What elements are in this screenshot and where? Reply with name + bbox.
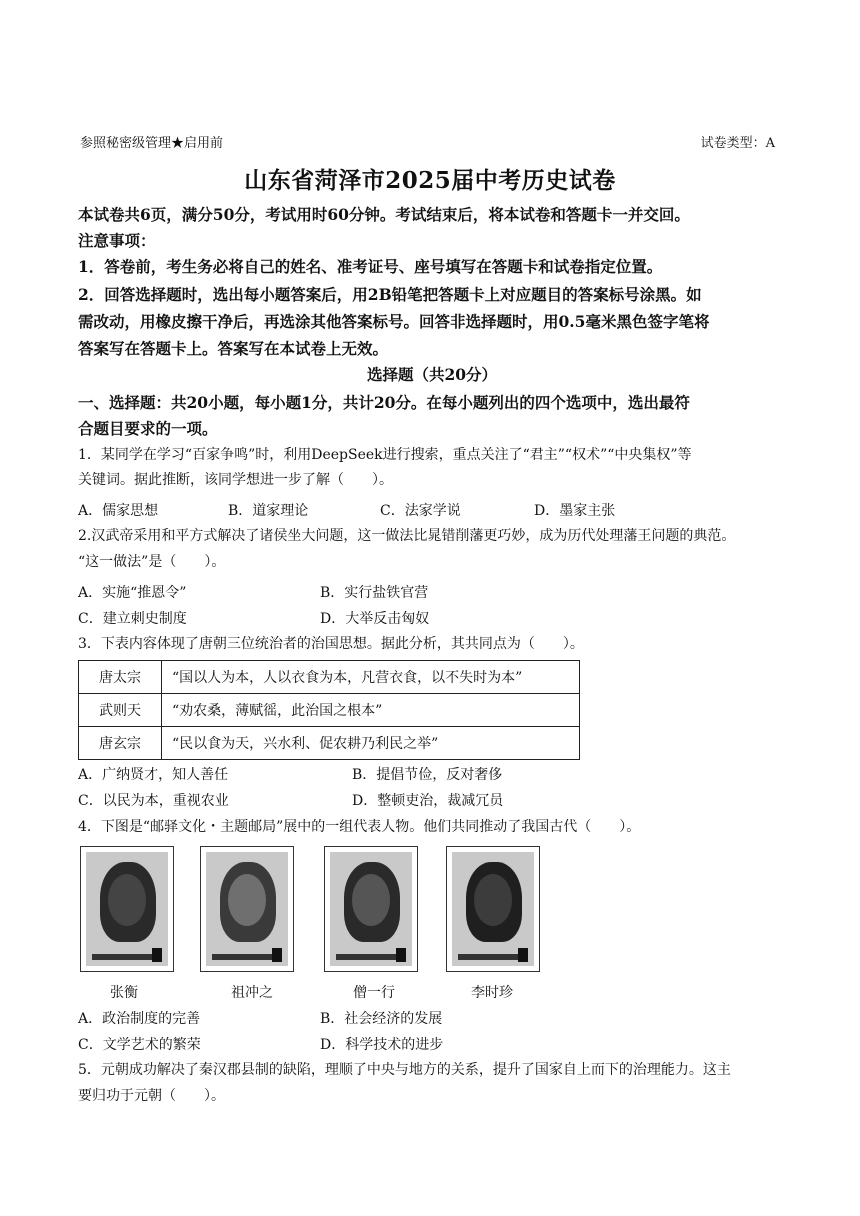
q4-options-row2 bbox=[78, 1034, 786, 1054]
q2-option-d[interactable]: D．大举反击匈奴 bbox=[320, 611, 430, 627]
q4-stem: 4．下图是“邮驿文化・主题邮局”展中的一组代表人物。他们共同推动了我国古代（ ）。 bbox=[78, 819, 641, 835]
q2-options-row1 bbox=[78, 582, 786, 602]
q3-options-row2 bbox=[78, 790, 786, 810]
q2-option-a[interactable]: A．实施“推恩令” bbox=[78, 585, 187, 601]
notice-2-line1: 2．回答选择题时，选出每小题答案后，用2B铅笔把答题卡上对应题目的答案标号涂黑。如 bbox=[78, 285, 702, 304]
stamp-image bbox=[80, 846, 174, 972]
section-title: 选择题（共20分） bbox=[366, 365, 498, 384]
stamp-image bbox=[324, 846, 418, 972]
stamp-caption: 祖冲之 bbox=[231, 985, 273, 1001]
table-row bbox=[79, 661, 580, 694]
q3-table bbox=[78, 660, 580, 760]
q1-stem-line2: 关键词。据此推断，该同学想进一步了解（ ）。 bbox=[78, 472, 393, 488]
q3-option-a[interactable]: A．广纳贤才，知人善任 bbox=[78, 767, 229, 783]
q4-options-row1 bbox=[78, 1008, 786, 1028]
stamp-image bbox=[446, 846, 540, 972]
stamp-caption: 李时珍 bbox=[471, 985, 513, 1001]
paper-type: 试卷类型：A bbox=[700, 136, 775, 151]
section-instruction-line1: 一、选择题：共20小题，每小题1分，共计20分。在每小题列出的四个选项中，选出最符 bbox=[78, 393, 690, 412]
q2-stem-line2: “这一做法”是（ ）。 bbox=[78, 554, 226, 570]
q1-options bbox=[78, 500, 786, 520]
q4-option-a[interactable]: A．政治制度的完善 bbox=[78, 1011, 201, 1027]
q3-option-d[interactable]: D．整顿吏治，裁减冗员 bbox=[352, 793, 504, 809]
q2-stem-line1: 2.汉武帝采用和平方式解决了诸侯坐大问题，这一做法比晁错削藩更巧妙，成为历代处理藩王问题的典范。 bbox=[78, 528, 736, 544]
q3-option-c[interactable]: C．以民为本，重视农业 bbox=[78, 793, 229, 809]
section-instruction-line2: 合题目要求的一项。 bbox=[78, 419, 218, 438]
q1-option-d[interactable]: D．墨家主张 bbox=[534, 503, 616, 519]
ruler-cell: 唐玄宗 bbox=[79, 727, 162, 760]
q4-option-d[interactable]: D．科学技术的进步 bbox=[320, 1037, 444, 1053]
q3-stem: 3．下表内容体现了唐朝三位统治者的治国思想。据此分析，其共同点为（ ）。 bbox=[78, 636, 584, 652]
q1-stem-line1: 1．某同学在学习“百家争鸣”时，利用DeepSeek进行搜索，重点关注了“君主”“权术”“中央集权”等 bbox=[78, 447, 692, 463]
table-row bbox=[79, 727, 580, 760]
quote-cell: “劝农桑，薄赋徭，此治国之根本” bbox=[162, 694, 580, 727]
q2-options-row2 bbox=[78, 608, 786, 628]
ruler-cell: 武则天 bbox=[79, 694, 162, 727]
q2-option-b[interactable]: B．实行盐铁官营 bbox=[320, 585, 429, 601]
notice-2-line2: 需改动，用橡皮擦干净后，再选涂其他答案标号。回答非选择题时，用0.5毫米黑色签字笔将 bbox=[78, 312, 710, 331]
header-line bbox=[80, 132, 775, 151]
stamp-caption: 张衡 bbox=[110, 985, 138, 1001]
notice-title: 注意事项： bbox=[78, 231, 156, 250]
notice-2-line3: 答案写在答题卡上。答案写在本试卷上无效。 bbox=[78, 339, 389, 358]
exam-title: 山东省菏泽市2025届中考历史试卷 bbox=[244, 167, 616, 194]
ruler-cell: 唐太宗 bbox=[79, 661, 162, 694]
secret-level: 参照秘密级管理★启用前 bbox=[80, 136, 224, 151]
q3-options-row1 bbox=[78, 764, 786, 784]
stamp-caption: 僧一行 bbox=[353, 985, 395, 1001]
table-row bbox=[79, 694, 580, 727]
q2-option-c[interactable]: C．建立刺史制度 bbox=[78, 611, 187, 627]
q1-option-b[interactable]: B．道家理论 bbox=[228, 503, 309, 519]
q1-option-a[interactable]: A．儒家思想 bbox=[78, 503, 159, 519]
q5-stem-line1: 5．元朝成功解决了秦汉郡县制的缺陷，理顺了中央与地方的关系，提升了国家自上而下的治理能力。这主 bbox=[78, 1062, 731, 1078]
quote-cell: “国以人为本，人以衣食为本，凡营衣食，以不失时为本” bbox=[162, 661, 580, 694]
intro-text: 本试卷共6页，满分50分，考试用时60分钟。考试结束后，将本试卷和答题卡一并交回。 bbox=[78, 205, 690, 224]
stamp-image bbox=[200, 846, 294, 972]
q4-option-b[interactable]: B．社会经济的发展 bbox=[320, 1011, 443, 1027]
q4-option-c[interactable]: C．文学艺术的繁荣 bbox=[78, 1037, 201, 1053]
q1-option-c[interactable]: C．法家学说 bbox=[380, 503, 461, 519]
quote-cell: “民以食为天，兴水利、促农耕乃利民之举” bbox=[162, 727, 580, 760]
q3-option-b[interactable]: B．提倡节俭，反对奢侈 bbox=[352, 767, 503, 783]
notice-1: 1．答卷前，考生务必将自己的姓名、准考证号、座号填写在答题卡和试卷指定位置。 bbox=[78, 257, 663, 276]
q5-stem-line2: 要归功于元朝（ ）。 bbox=[78, 1088, 225, 1104]
